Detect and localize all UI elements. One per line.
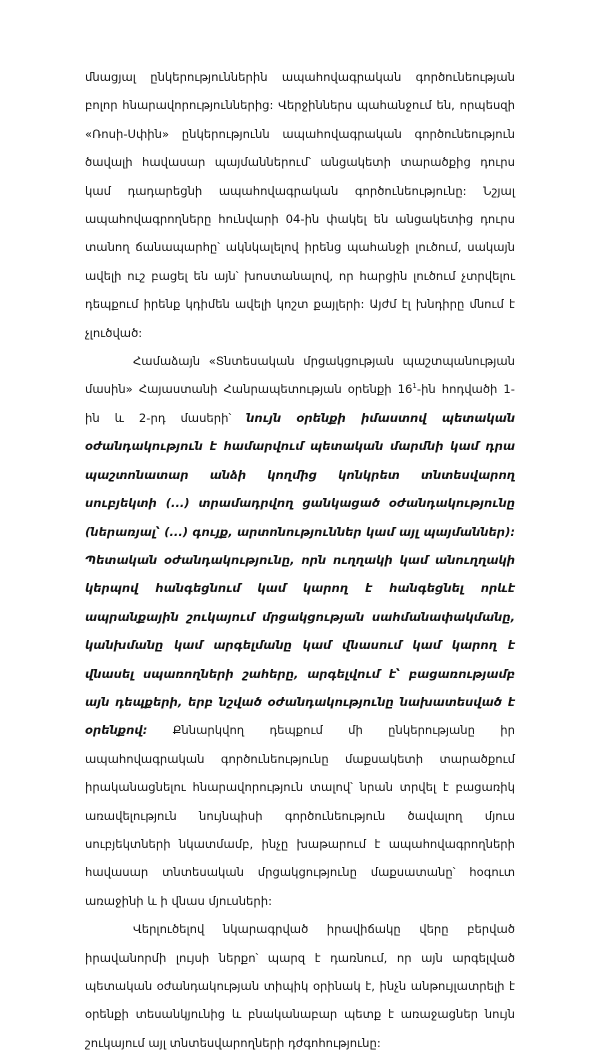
document-body [85, 63, 515, 1057]
paragraph-2-rest: Քննարկվող դեպքում մի ընկերությանը իր ապահովագրական գործունեությունը մաքսակետի տարածքում իրականացնելու հնարավորություն տալով՝ նրան տրվել է բացառիկ առավելություն նույնպիսի գործունեություն ծավալող մյուս սուբյեկտների նկատմամբ, ինչը խաթարում է ապահովագրողների հավասար տնտեսական մրցակցությունը մաքսատանը՝ hօգուտ առաջինի և ի վնաս մյուսների: [85, 723, 515, 908]
paragraph-2 [85, 347, 515, 915]
paragraph-1: մնացյալ ընկերություններին ապահովագրական գործունեության բոլոր հնարավորություններից: Վերջիններս պահանջում են, որպեսզի «Ռոսի-Սփին» ընկերությունն ապահովագրական գործունեություն ծավալի հավասար պայմաններում՝ անցակետի տարածքից դուրս կամ դադարեցնի ապահովագրական գործունեությունը: Նշյալ ապահովագրողները հունվարի 04-ին փակել են անցակետից դուրս տանող ճանապարհը՝ ակնկալելով իրենց պահանջի լուծում, սակայն ավելի ուշ բացել են այն՝ խոստանալով, որ հարցին լուծում չտրվելու դեպքում իրենք կդիմեն ավելի կոշտ քայլերի: Այժմ էլ խնդիրը մնում է չլուծված: [85, 70, 515, 340]
article-superscript: 1 [412, 382, 417, 391]
paragraph-2-intro-cont: -ին հոդվածի 1-ին և 2-րդ մասերի՝ [85, 382, 515, 425]
paragraph-2-intro: Համաձայն «Տնտեսական մրցակցության պաշտպանության մասին» Հայաստանի Հանրապետության օրենքի 16 [85, 354, 515, 397]
paragraph-3: Վերլուծելով նկարագրված իրավիճակը վերը բերված իրավանորմի լույսի ներքո՝ պարզ է դառնում, որ այն արգելված պետական օժանդակության տիպիկ օրինակ է, ինչն անթույլատրելի է օրենքի տեսանկյունից և բնականաբար պետք է առաջացներ նույն շուկայում այլ տնտեսվարողների դժգոհությունը: [85, 922, 515, 1050]
law-quote-emphasis: նույն օրենքի իմաստով պետական օժանդակություն է համարվում պետական մարմնի կամ դրա պաշտոնատար անձի կողմից կոնկրետ տնտեսվարող սուբյեկտի (...) տրամադրվող ցանկացած օժանդակությունը (ներառյալ՝ (...) գույք, արտոնություններ կամ այլ պայմաններ): Պետական օժանդակությունը, որն ուղղակի կամ անուղղակի կերպով հանգեցնում կամ կարող է հանգեցնել որևէ ապրանքային շուկայում մրցակցության սահմանափակմանը, կանխմանը կամ արգելմանը կամ վնասում կամ կարող է վնասել սպառողների շահերը, արգելվում է՝ բացառությամբ այն դեպքերի, երբ նշված օժանդակությունը նախատեսված է օրենքով: [85, 410, 515, 738]
